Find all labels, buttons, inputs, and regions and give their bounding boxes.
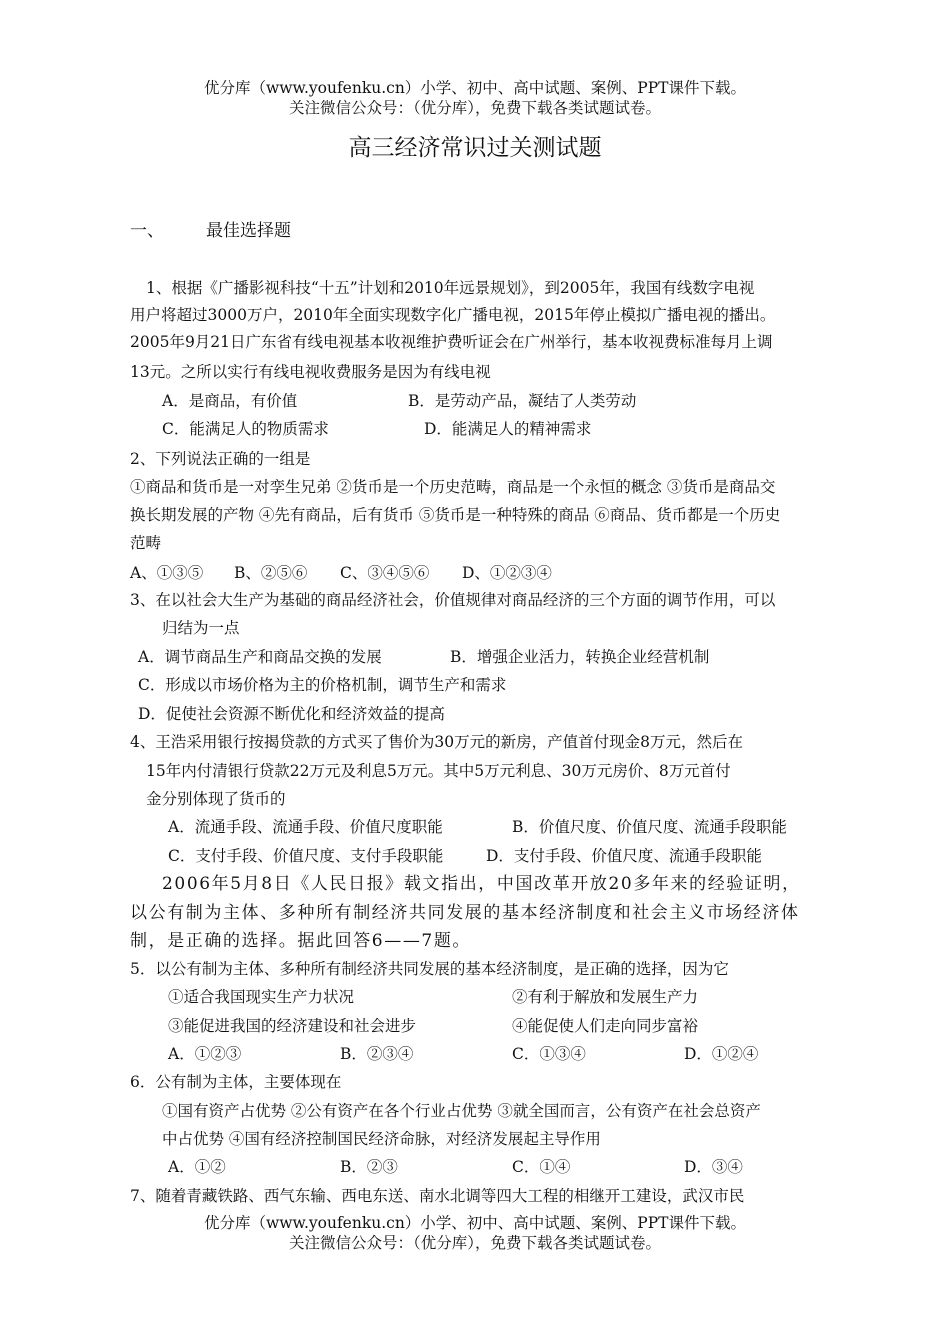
q4-line-2: 15年内付清银行贷款22万元及利息5万元。其中5万元利息、30万元房价、8万元首付 xyxy=(146,762,731,780)
header-line-2: 关注微信公众号：（优分库），免费下载各类试题试卷。 xyxy=(288,99,661,117)
footer-line-2: 关注微信公众号：（优分库），免费下载各类试题试卷。 xyxy=(288,1234,661,1252)
section-number: 一、 xyxy=(130,221,164,241)
q4-option-a: A．流通手段、流通手段、价值尺度职能 xyxy=(168,818,443,836)
q2-option-d: D、①②③④ xyxy=(462,564,552,582)
page-title: 高三经济常识过关测试题 xyxy=(348,135,602,161)
q4-option-d: D．支付手段、价值尺度、流通手段职能 xyxy=(486,847,762,865)
q1-option-b: B．是劳动产品，凝结了人类劳动 xyxy=(408,392,637,410)
q6-line-1: ①国有资产占优势 ②公有资产在各个行业占优势 ③就全国而言，公有资产在社会总资产 xyxy=(162,1102,761,1120)
q5-option-a: A．①②③ xyxy=(168,1045,242,1063)
q2-line-3: 换长期发展的产物 ④先有商品，后有货币 ⑤货币是一种特殊的商品 ⑥商品、货币都是一个历史 xyxy=(130,506,781,524)
q1-line-3: 2005年9月21日广东省有线电视基本收视维护费听证会在广州举行，基本收视费标准每月上调 xyxy=(130,333,773,351)
q4-option-c: C．支付手段、价值尺度、支付手段职能 xyxy=(168,847,444,865)
q1-option-a: A．是商品，有价值 xyxy=(162,392,298,410)
q4-line-1: 4、王浩采用银行按揭贷款的方式买了售价为30万元的新房，产值首付现金8万元，然后在 xyxy=(130,733,743,751)
q5-item-2: ②有利于解放和发展生产力 xyxy=(512,988,699,1006)
passage-line-2: 以公有制为主体、多种所有制经济共同发展的基本经济制度和社会主义市场经济体 xyxy=(130,903,800,923)
q6-option-d: D．③④ xyxy=(684,1158,743,1176)
q5-item-3: ③能促进我国的经济建设和社会进步 xyxy=(168,1017,417,1035)
passage-line-1: 2006年5月8日《人民日报》载文指出，中国改革开放20多年来的经验证明， xyxy=(162,874,801,894)
section-heading: 最佳选择题 xyxy=(206,221,291,241)
footer-line-1: 优分库（www.youfenku.cn）小学、初中、高中试题、案例、PPT课件下载。 xyxy=(203,1214,747,1232)
q2-line-4: 范畴 xyxy=(130,534,162,552)
q2-line-2: ①商品和货币是一对孪生兄弟 ②货币是一个历史范畴，商品是一个永恒的概念 ③货币是商品交 xyxy=(130,478,776,496)
q1-line-2: 用户将超过3000万户，2010年全面实现数字化广播电视，2015年停止模拟广播电视的播出。 xyxy=(130,306,776,324)
q2-option-c: C、③④⑤⑥ xyxy=(340,564,430,582)
q2-option-a: A、①③⑤ xyxy=(130,564,204,582)
q6-stem: 6．公有制为主体，主要体现在 xyxy=(130,1073,342,1091)
q1-line-4: 13元。之所以实行有线电视收费服务是因为有线电视 xyxy=(130,363,491,381)
passage-line-3: 制，是正确的选择。据此回答6——7题。 xyxy=(130,931,472,951)
q1-option-d: D．能满足人的精神需求 xyxy=(424,420,592,438)
q3-option-a: A．调节商品生产和商品交换的发展 xyxy=(138,648,382,666)
q5-stem: 5．以公有制为主体、多种所有制经济共同发展的基本经济制度，是正确的选择，因为它 xyxy=(130,960,729,978)
q6-option-a: A．①② xyxy=(168,1158,226,1176)
q5-item-4: ④能促使人们走向同步富裕 xyxy=(512,1017,699,1035)
q4-option-b: B．价值尺度、价值尺度、流通手段职能 xyxy=(512,818,787,836)
q6-line-2: 中占优势 ④国有经济控制国民经济命脉，对经济发展起主导作用 xyxy=(162,1130,601,1148)
q7-stem: 7、随着青藏铁路、西气东输、西电东送、南水北调等四大工程的相继开工建设，武汉市民 xyxy=(130,1187,745,1205)
q3-line-1: 3、在以社会大生产为基础的商品经济社会，价值规律对商品经济的三个方面的调节作用，可以 xyxy=(130,591,776,609)
q3-option-b: B．增强企业活力，转换企业经营机制 xyxy=(450,648,710,666)
q2-option-b: B、②⑤⑥ xyxy=(234,564,308,582)
q2-line-1: 2、下列说法正确的一组是 xyxy=(130,450,311,468)
q6-option-b: B．②③ xyxy=(340,1158,398,1176)
q6-option-c: C．①④ xyxy=(512,1158,571,1176)
q5-option-c: C．①③④ xyxy=(512,1045,586,1063)
q1-option-c: C．能满足人的物质需求 xyxy=(162,420,329,438)
q5-item-1: ①适合我国现实生产力状况 xyxy=(168,988,355,1006)
q1-line-1: 1、根据《广播影视科技“十五”计划和2010年远景规划》，到2005年，我国有线数字电视 xyxy=(146,279,755,297)
q3-line-2: 归结为一点 xyxy=(162,619,240,637)
header-line-1: 优分库（www.youfenku.cn）小学、初中、高中试题、案例、PPT课件下载。 xyxy=(203,79,747,97)
q4-line-3: 金分别体现了货币的 xyxy=(146,790,286,808)
q3-option-d: D．促使社会资源不断优化和经济效益的提高 xyxy=(138,705,445,723)
q5-option-b: B．②③④ xyxy=(340,1045,414,1063)
q3-option-c: C．形成以市场价格为主的价格机制，调节生产和需求 xyxy=(138,676,507,694)
q5-option-d: D．①②④ xyxy=(684,1045,759,1063)
